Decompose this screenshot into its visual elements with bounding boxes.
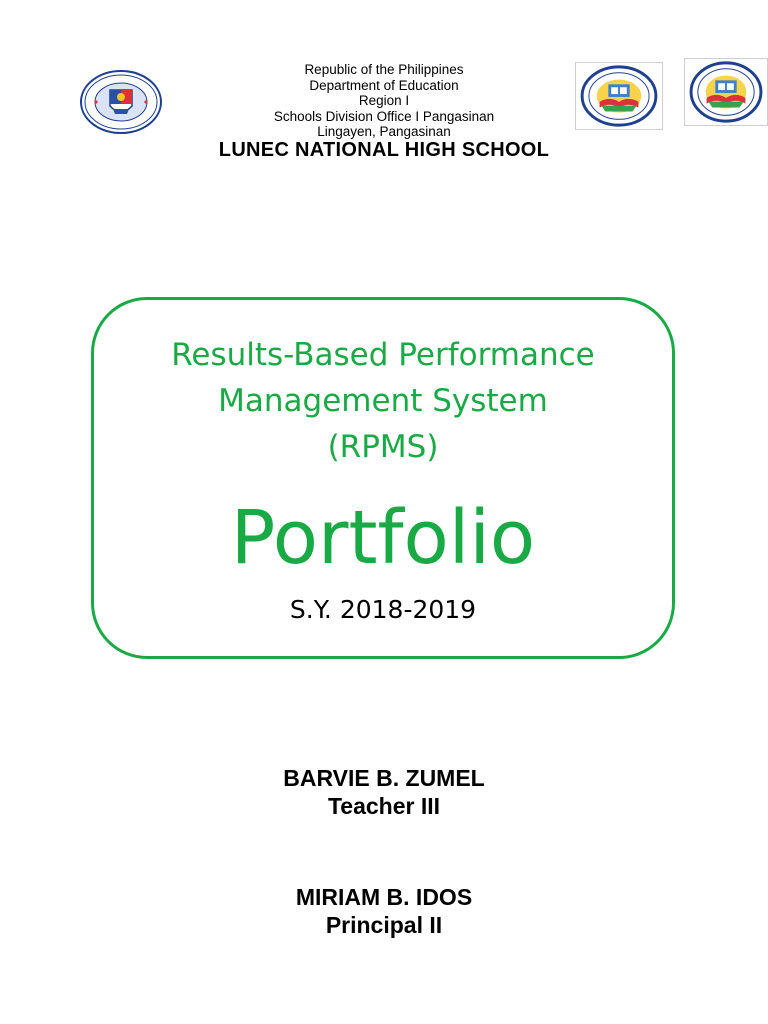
header-line-division: Schools Division Office I Pangasinan xyxy=(273,108,495,124)
signatory-name: MIRIAM B. IDOS xyxy=(295,884,473,910)
header-line-department: Department of Education xyxy=(309,77,459,93)
signatory-position: Teacher III xyxy=(327,793,441,819)
signatory-position: Principal II xyxy=(325,912,443,938)
sdo-pangasinan-seal-icon xyxy=(575,62,663,130)
school-name: LUNEC NATIONAL HIGH SCHOOL xyxy=(218,139,550,161)
school-year: S.Y. 2018-2019 xyxy=(289,595,477,624)
signatory-teacher xyxy=(100,764,668,820)
header-address xyxy=(200,62,568,140)
main-title: Portfolio xyxy=(230,495,536,581)
header-line-region: Region I xyxy=(358,93,410,108)
title-line-1: Results-Based Performance xyxy=(171,337,595,373)
deped-seal-icon xyxy=(80,70,162,134)
header-line-country: Republic of the Philippines xyxy=(304,62,464,77)
title-line-3: (RPMS) xyxy=(327,429,439,465)
header-line-city: Lingayen, Pangasinan xyxy=(317,124,451,139)
sdo-pangasinan-seal-icon xyxy=(684,58,768,126)
title-lines xyxy=(94,332,672,470)
signatory-principal xyxy=(100,883,668,939)
title-line-2: Management System xyxy=(218,383,548,419)
title-box xyxy=(91,297,675,659)
signatory-name: BARVIE B. ZUMEL xyxy=(283,765,485,791)
